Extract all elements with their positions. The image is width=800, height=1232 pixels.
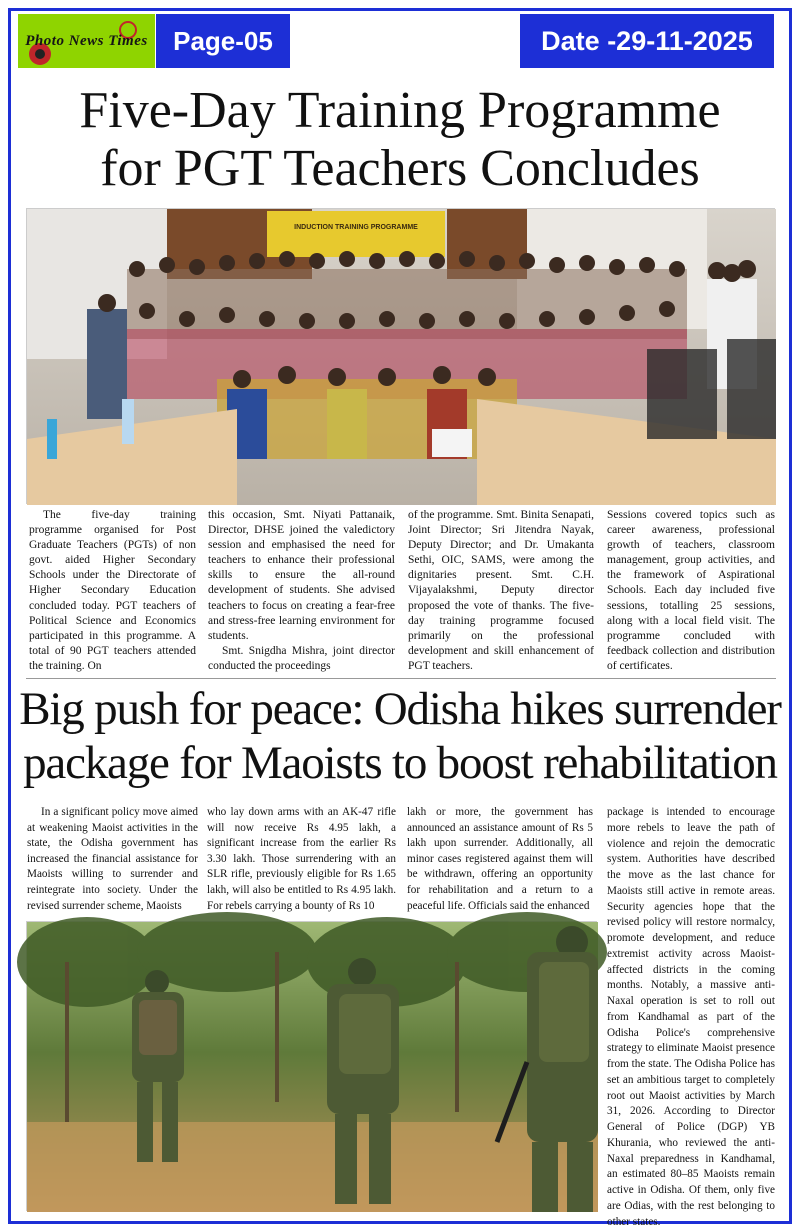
article1-headline-line2: for PGT Teachers Concludes [100,140,700,197]
group-photo-illustration [27,209,776,505]
article1-column-1 [29,508,196,678]
article2-column-1 [27,805,198,917]
section-divider [26,678,776,679]
page-number: Page-05 [156,14,290,68]
article2-headline-line1: Big push for peace: Odisha hikes surrender [19,683,781,735]
article1-col2-paragraph2: Smt. Snigdha Mishra, joint director conducted the proceedings [208,644,395,672]
forest-patrol-illustration [27,922,598,1212]
article1-column-3 [408,508,594,678]
article2-col1-text: In a significant policy move aimed at weakening Maoist activities in the state, the Odisha government has increased the financial assistance for Maoists willing to surrender and reintegrate into society. Under the revised surrender scheme, Maoists [27,806,198,912]
article2-col3-text: lakh or more, the government has announced an assistance amount of Rs 5 lakh upon surrender. Additionally, all minor cases registered against them will be withdrawn, offering an opportunity for rehabilitation and a return to a peaceful life. Officials said the enhanced [407,806,593,912]
article1-col2-paragraph1: this occasion, Smt. Niyati Pattanaik, Director, DHSE joined the valedictory session and emphasised the need for teachers to enhance their professional skills to ensure the all-round development of students. She advised teachers to focus on creating a fear-free and stress-free learning environment for students. [208,509,395,642]
banner-text: INDUCTION TRAINING PROGRAMME [294,224,418,231]
newspaper-logo [18,14,155,68]
article2-headline-line2: package for Maoists to boost rehabilitation [23,737,777,789]
article1-column-4 [607,508,775,678]
article2-headline [14,682,786,790]
article1-col4-text: Sessions covered topics such as career awareness, professional growth of teachers, classroom management, group activities, and the framework of Aspirational Schools. Each day included five sessions, totalling 25 sessions, along with a local field visit. The programme concluded with feedback collection and distribution of certificates. [607,509,775,672]
article1-col3-text: of the programme. Smt. Binita Senapati, Joint Director; Sri Jitendra Nayak, Deputy Director; and Dr. Umakanta Sethi, OIC, SAMS, were among the dignitaries present. Smt. C.H. Vijayalakshmi, Deputy director proposed the vote of thanks. The five-day training programme focused primarily on the professional development and skill enhancement of PGT teachers. [408,509,594,672]
article1-col1-text: The five-day training programme organised for Post Graduate Teachers (PGTs) of non govt. aided Higher Secondary Schools under the Directorate of Higher Secondary Education concluded today. PGT teachers of Political Science and Economics participated in this programme. A total of 90 PGT teachers attended the training. On [29,509,196,672]
article1-column-2 [208,508,395,678]
article2-col4-text: package is intended to encourage more rebels to leave the path of violence and rejoin the democratic system. Authorities have described the move as the last chance for Maoists still active in remote areas. Security agencies hope that the revised policy will restore normalcy, promote development, and reduce extremist activity across Maoist-affected districts in the coming months. Notably, a massive anti-Naxal operation is set to roll out from Kandhamal as part of the Odisha Police's comprehensive strategy to eliminate Maoist presence from the state. The Odisha Police has set an ambitious target to completely root out Maoist activities by March 31, 2026. According to Director General of Police (DGP) YB Khurania, who reviewed the anti-Naxal preparedness in Kandhamal, an estimated 80–85 Maoists remain active in Odisha. Of them, only five are Odias, with the rest belonging to other states. [607,806,775,1228]
article2-col2-text: who lay down arms with an AK-47 rifle will now receive Rs 4.95 lakh, a significant increase from the earlier Rs 3.30 lakh. Those surrendering with an SLR rifle, previously eligible for Rs 1.65 lakh, will also be entitled to Rs 4.95 lakh. For rebels carrying a bounty of Rs 10 [207,806,396,912]
security-forces-photo [26,921,597,1211]
training-group-photo [26,208,775,504]
article1-headline [14,82,786,198]
logo-text: Photo News Times [25,32,148,49]
article2-column-3 [407,805,593,917]
people-front-row [217,366,517,459]
issue-date: Date -29-11-2025 [520,14,774,68]
article1-headline-line1: Five-Day Training Programme [79,82,721,139]
article2-column-4 [607,805,775,1228]
article2-column-2 [207,805,396,917]
